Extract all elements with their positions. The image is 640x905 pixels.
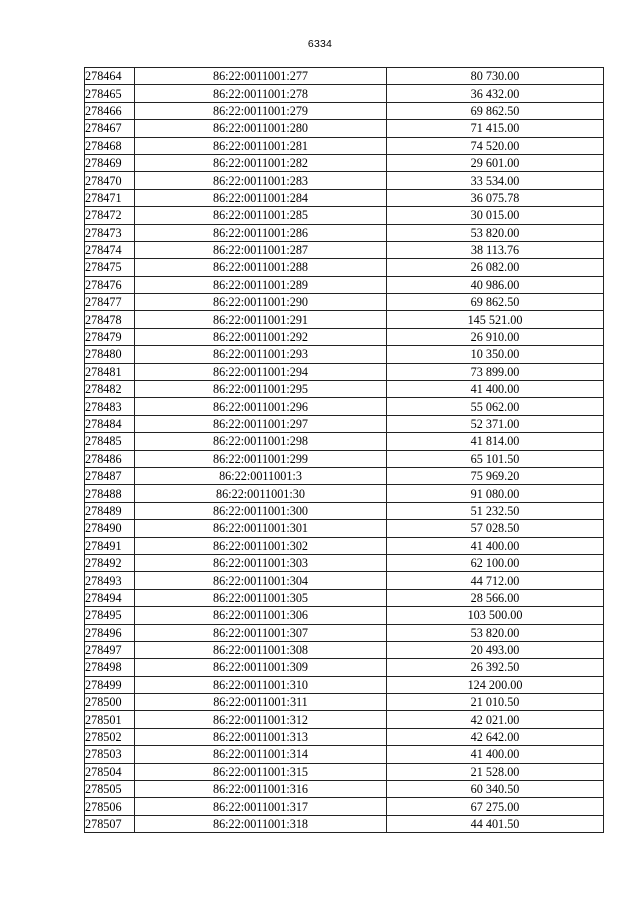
cadastral-value: 75 969.20 xyxy=(387,467,604,484)
row-number: 278478 xyxy=(85,311,135,328)
cadastral-value: 69 862.50 xyxy=(387,102,604,119)
table-row xyxy=(85,537,604,554)
table-row xyxy=(85,641,604,658)
row-number: 278487 xyxy=(85,467,135,484)
row-number: 278474 xyxy=(85,241,135,258)
cadastral-table xyxy=(84,67,604,833)
row-number: 278496 xyxy=(85,624,135,641)
cadastral-value: 145 521.00 xyxy=(387,311,604,328)
row-number: 278465 xyxy=(85,85,135,102)
cadastral-value: 60 340.50 xyxy=(387,781,604,798)
row-number: 278466 xyxy=(85,102,135,119)
cadastral-value: 103 500.00 xyxy=(387,607,604,624)
cadastral-number: 86:22:0011001:302 xyxy=(135,537,387,554)
cadastral-number: 86:22:0011001:287 xyxy=(135,241,387,258)
cadastral-number: 86:22:0011001:293 xyxy=(135,346,387,363)
cadastral-value: 91 080.00 xyxy=(387,485,604,502)
cadastral-number: 86:22:0011001:277 xyxy=(135,68,387,85)
table-body xyxy=(85,68,604,833)
cadastral-value: 53 820.00 xyxy=(387,224,604,241)
cadastral-number: 86:22:0011001:279 xyxy=(135,102,387,119)
cadastral-value: 36 432.00 xyxy=(387,85,604,102)
cadastral-value: 38 113.76 xyxy=(387,241,604,258)
cadastral-value: 42 642.00 xyxy=(387,728,604,745)
cadastral-number: 86:22:0011001:308 xyxy=(135,641,387,658)
cadastral-value: 44 401.50 xyxy=(387,815,604,832)
table-row xyxy=(85,68,604,85)
table-row xyxy=(85,798,604,815)
cadastral-number: 86:22:0011001:314 xyxy=(135,746,387,763)
table-row xyxy=(85,207,604,224)
cadastral-number: 86:22:0011001:316 xyxy=(135,781,387,798)
cadastral-number: 86:22:0011001:294 xyxy=(135,363,387,380)
cadastral-number: 86:22:0011001:291 xyxy=(135,311,387,328)
row-number: 278502 xyxy=(85,728,135,745)
cadastral-number: 86:22:0011001:304 xyxy=(135,572,387,589)
cadastral-number: 86:22:0011001:289 xyxy=(135,276,387,293)
cadastral-value: 21 010.50 xyxy=(387,694,604,711)
cadastral-value: 57 028.50 xyxy=(387,520,604,537)
row-number: 278467 xyxy=(85,120,135,137)
cadastral-value: 73 899.00 xyxy=(387,363,604,380)
row-number: 278472 xyxy=(85,207,135,224)
table-row xyxy=(85,433,604,450)
table-row xyxy=(85,781,604,798)
table-row xyxy=(85,137,604,154)
cadastral-number: 86:22:0011001:312 xyxy=(135,711,387,728)
row-number: 278477 xyxy=(85,294,135,311)
cadastral-value: 21 528.00 xyxy=(387,763,604,780)
table-row xyxy=(85,711,604,728)
cadastral-value: 71 415.00 xyxy=(387,120,604,137)
table-row xyxy=(85,85,604,102)
table-row xyxy=(85,676,604,693)
row-number: 278468 xyxy=(85,137,135,154)
row-number: 278480 xyxy=(85,346,135,363)
table-row xyxy=(85,485,604,502)
table-row xyxy=(85,241,604,258)
table-row xyxy=(85,346,604,363)
cadastral-number: 86:22:0011001:310 xyxy=(135,676,387,693)
cadastral-number: 86:22:0011001:30 xyxy=(135,485,387,502)
table-row xyxy=(85,398,604,415)
table-row xyxy=(85,102,604,119)
cadastral-value: 44 712.00 xyxy=(387,572,604,589)
cadastral-number: 86:22:0011001:313 xyxy=(135,728,387,745)
cadastral-number: 86:22:0011001:306 xyxy=(135,607,387,624)
row-number: 278479 xyxy=(85,328,135,345)
table-row xyxy=(85,450,604,467)
cadastral-number: 86:22:0011001:283 xyxy=(135,172,387,189)
table-row xyxy=(85,607,604,624)
cadastral-number: 86:22:0011001:296 xyxy=(135,398,387,415)
cadastral-number: 86:22:0011001:301 xyxy=(135,520,387,537)
row-number: 278499 xyxy=(85,676,135,693)
table-row xyxy=(85,328,604,345)
cadastral-number: 86:22:0011001:278 xyxy=(135,85,387,102)
cadastral-value: 42 021.00 xyxy=(387,711,604,728)
cadastral-value: 80 730.00 xyxy=(387,68,604,85)
table-row xyxy=(85,694,604,711)
cadastral-value: 41 814.00 xyxy=(387,433,604,450)
row-number: 278500 xyxy=(85,694,135,711)
cadastral-value: 26 082.00 xyxy=(387,259,604,276)
cadastral-value: 36 075.78 xyxy=(387,189,604,206)
cadastral-value: 10 350.00 xyxy=(387,346,604,363)
cadastral-number: 86:22:0011001:297 xyxy=(135,415,387,432)
row-number: 278469 xyxy=(85,154,135,171)
cadastral-value: 67 275.00 xyxy=(387,798,604,815)
table-row xyxy=(85,259,604,276)
cadastral-value: 53 820.00 xyxy=(387,624,604,641)
cadastral-value: 65 101.50 xyxy=(387,450,604,467)
table-row xyxy=(85,763,604,780)
table-row xyxy=(85,467,604,484)
table-row xyxy=(85,189,604,206)
cadastral-value: 124 200.00 xyxy=(387,676,604,693)
row-number: 278488 xyxy=(85,485,135,502)
row-number: 278505 xyxy=(85,781,135,798)
row-number: 278481 xyxy=(85,363,135,380)
cadastral-number: 86:22:0011001:284 xyxy=(135,189,387,206)
table-row xyxy=(85,311,604,328)
cadastral-value: 62 100.00 xyxy=(387,554,604,571)
cadastral-number: 86:22:0011001:285 xyxy=(135,207,387,224)
table-row xyxy=(85,554,604,571)
row-number: 278506 xyxy=(85,798,135,815)
table-row xyxy=(85,172,604,189)
cadastral-value: 28 566.00 xyxy=(387,589,604,606)
row-number: 278486 xyxy=(85,450,135,467)
row-number: 278497 xyxy=(85,641,135,658)
cadastral-value: 52 371.00 xyxy=(387,415,604,432)
cadastral-number: 86:22:0011001:288 xyxy=(135,259,387,276)
cadastral-number: 86:22:0011001:311 xyxy=(135,694,387,711)
table-row xyxy=(85,276,604,293)
cadastral-number: 86:22:0011001:300 xyxy=(135,502,387,519)
row-number: 278483 xyxy=(85,398,135,415)
cadastral-value: 41 400.00 xyxy=(387,537,604,554)
table-row xyxy=(85,624,604,641)
table-row xyxy=(85,589,604,606)
table-row xyxy=(85,502,604,519)
cadastral-number: 86:22:0011001:317 xyxy=(135,798,387,815)
cadastral-number: 86:22:0011001:292 xyxy=(135,328,387,345)
row-number: 278470 xyxy=(85,172,135,189)
cadastral-number: 86:22:0011001:299 xyxy=(135,450,387,467)
table-row xyxy=(85,224,604,241)
row-number: 278473 xyxy=(85,224,135,241)
table-row xyxy=(85,815,604,832)
cadastral-value: 40 986.00 xyxy=(387,276,604,293)
cadastral-number: 86:22:0011001:286 xyxy=(135,224,387,241)
cadastral-number: 86:22:0011001:295 xyxy=(135,381,387,398)
cadastral-value: 55 062.00 xyxy=(387,398,604,415)
cadastral-number: 86:22:0011001:281 xyxy=(135,137,387,154)
cadastral-number: 86:22:0011001:290 xyxy=(135,294,387,311)
row-number: 278471 xyxy=(85,189,135,206)
cadastral-value: 41 400.00 xyxy=(387,381,604,398)
row-number: 278476 xyxy=(85,276,135,293)
cadastral-number: 86:22:0011001:318 xyxy=(135,815,387,832)
cadastral-value: 29 601.00 xyxy=(387,154,604,171)
cadastral-value: 20 493.00 xyxy=(387,641,604,658)
row-number: 278482 xyxy=(85,381,135,398)
cadastral-value: 69 862.50 xyxy=(387,294,604,311)
row-number: 278464 xyxy=(85,68,135,85)
row-number: 278485 xyxy=(85,433,135,450)
cadastral-number: 86:22:0011001:280 xyxy=(135,120,387,137)
row-number: 278495 xyxy=(85,607,135,624)
cadastral-number: 86:22:0011001:298 xyxy=(135,433,387,450)
row-number: 278484 xyxy=(85,415,135,432)
row-number: 278498 xyxy=(85,659,135,676)
row-number: 278489 xyxy=(85,502,135,519)
cadastral-number: 86:22:0011001:309 xyxy=(135,659,387,676)
cadastral-number: 86:22:0011001:303 xyxy=(135,554,387,571)
table-row xyxy=(85,572,604,589)
cadastral-number: 86:22:0011001:3 xyxy=(135,467,387,484)
row-number: 278492 xyxy=(85,554,135,571)
cadastral-number: 86:22:0011001:307 xyxy=(135,624,387,641)
cadastral-value: 33 534.00 xyxy=(387,172,604,189)
table-row xyxy=(85,520,604,537)
row-number: 278475 xyxy=(85,259,135,276)
cadastral-value: 41 400.00 xyxy=(387,746,604,763)
table-row xyxy=(85,415,604,432)
page-number: 6334 xyxy=(307,38,333,50)
row-number: 278494 xyxy=(85,589,135,606)
cadastral-number: 86:22:0011001:282 xyxy=(135,154,387,171)
row-number: 278503 xyxy=(85,746,135,763)
cadastral-number: 86:22:0011001:315 xyxy=(135,763,387,780)
cadastral-value: 26 910.00 xyxy=(387,328,604,345)
table-row xyxy=(85,363,604,380)
row-number: 278491 xyxy=(85,537,135,554)
cadastral-value: 51 232.50 xyxy=(387,502,604,519)
table-row xyxy=(85,746,604,763)
table-row xyxy=(85,728,604,745)
table-row xyxy=(85,294,604,311)
row-number: 278493 xyxy=(85,572,135,589)
cadastral-number: 86:22:0011001:305 xyxy=(135,589,387,606)
cadastral-value: 30 015.00 xyxy=(387,207,604,224)
table-row xyxy=(85,381,604,398)
row-number: 278507 xyxy=(85,815,135,832)
table-row xyxy=(85,120,604,137)
row-number: 278504 xyxy=(85,763,135,780)
row-number: 278501 xyxy=(85,711,135,728)
table-row xyxy=(85,154,604,171)
cadastral-value: 26 392.50 xyxy=(387,659,604,676)
row-number: 278490 xyxy=(85,520,135,537)
cadastral-value: 74 520.00 xyxy=(387,137,604,154)
table-row xyxy=(85,659,604,676)
